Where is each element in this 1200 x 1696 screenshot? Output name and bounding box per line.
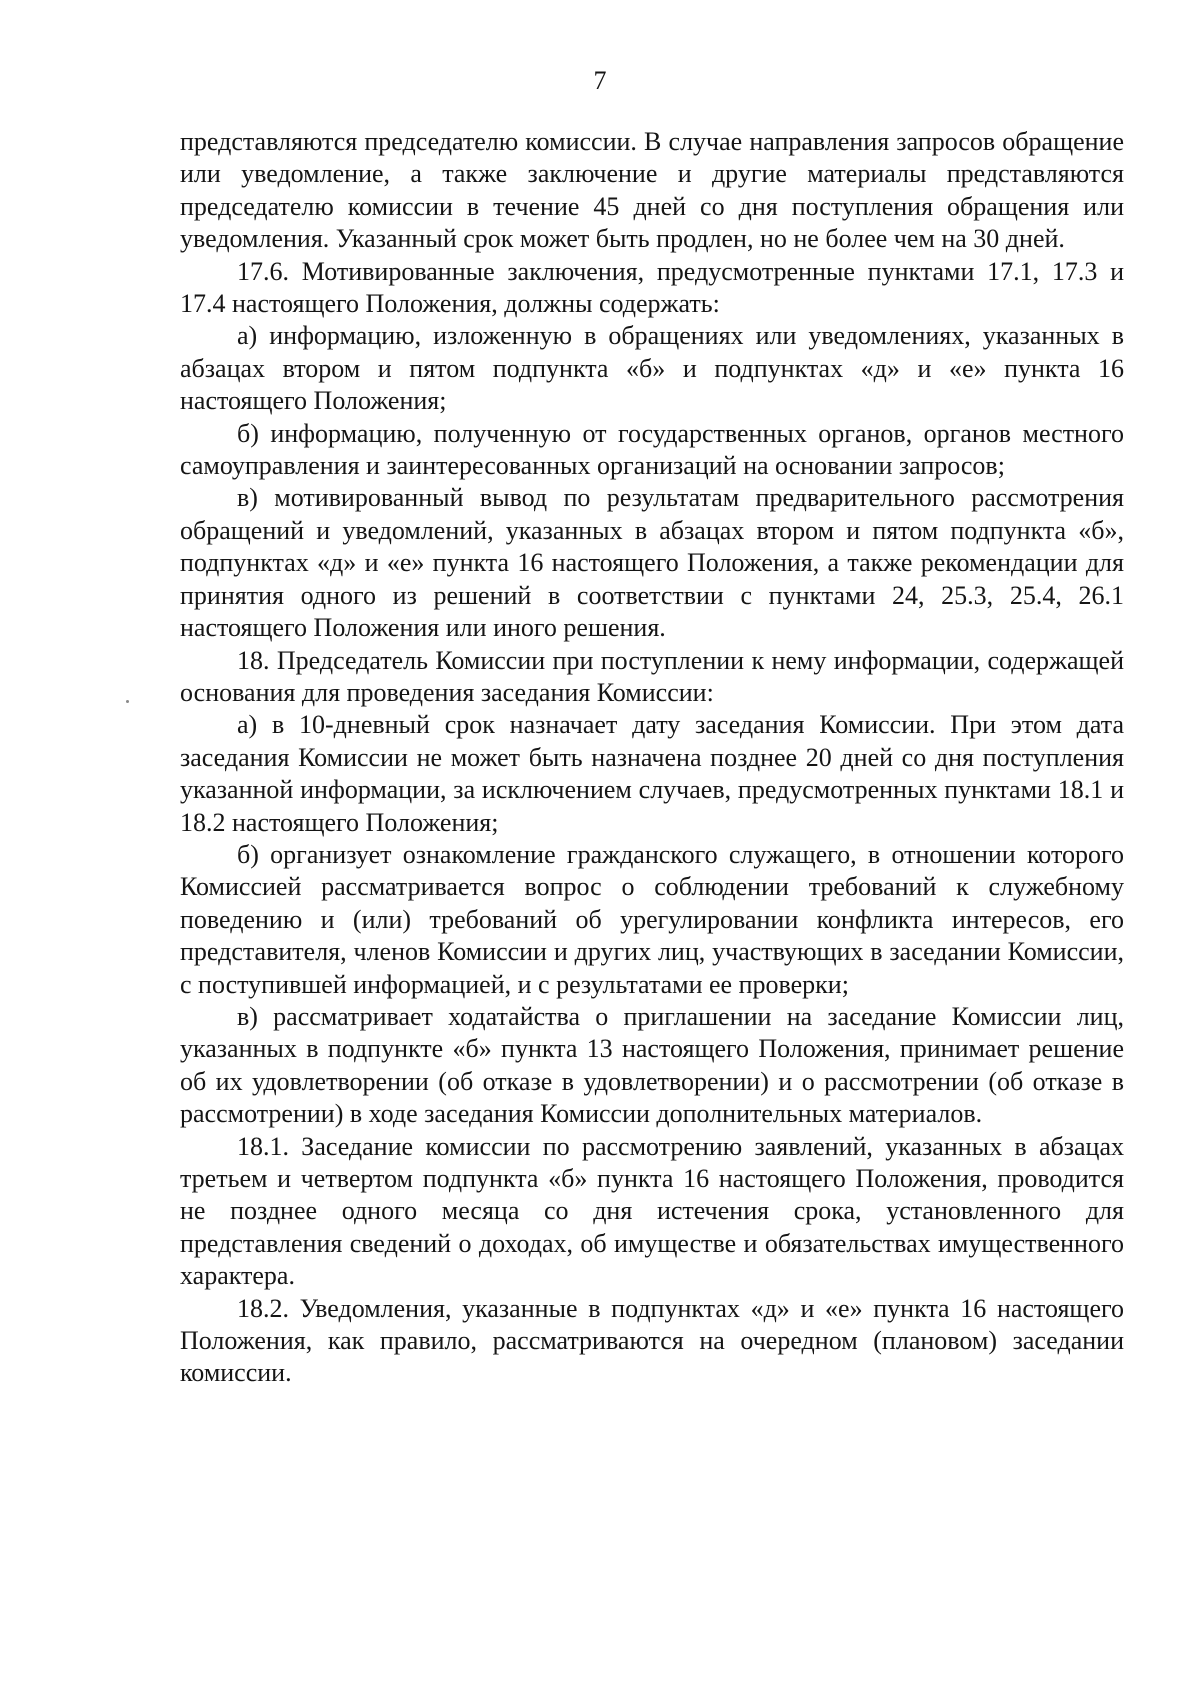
paragraph-18-a: а) в 10-дневный срок назначает дату заседания Комиссии. При этом дата заседания Комиссии не может быть назначена позднее 20 дней со дня поступления указанной информации, за исключением случаев, предусмотренных пунктами 18.1 и 18.2 настоящего Положения;: [180, 710, 1124, 837]
paragraph-17-6-b: б) информацию, полученную от государственных органов, органов местного самоуправления и заинтересованных организаций на основании запросов;: [180, 418, 1124, 481]
page-number: 7: [593, 66, 607, 95]
document-body: [180, 126, 1124, 1390]
paragraph-17-6-v: в) мотивированный вывод по результатам предварительного рассмотрения обращений и уведомлений, указанных в абзацах втором и пятом подпункта «б», подпунктах «д» и «е» пункта 16 настоящего Положения, а также рекомендации для принятия одного из решений в соответствии с пунктами 24, 25.3, 25.4, 26.1 настоящего Положения или иного решения.: [180, 483, 1124, 643]
paragraph-18: 18. Председатель Комиссии при поступлении к нему информации, содержащей основания для проведения заседания Комиссии:: [180, 645, 1124, 707]
scan-speck-mark: [126, 700, 129, 703]
paragraph-18-v: в) рассматривает ходатайства о приглашении на заседание Комиссии лиц, указанных в подпункте «б» пункта 13 настоящего Положения, принимает решение об их удовлетворении (об отказе в удовлетворении) и о рассмотрении (об отказе в рассмотрении) в ходе заседания Комиссии дополнительных материалов.: [180, 1001, 1124, 1129]
paragraph-17-6: 17.6. Мотивированные заключения, предусмотренные пунктами 17.1, 17.3 и 17.4 настоящего Положения, должны содержать:: [180, 256, 1124, 319]
paragraph-18-b: б) организует ознакомление гражданского служащего, в отношении которого Комиссией рассматривается вопрос о соблюдении требований к служебному поведению и (или) требований об урегулировании конфликта интересов, его представителя, членов Комиссии и других лиц, участвующих в заседании Комиссии, с поступившей информацией, и с результатами ее проверки;: [180, 839, 1124, 999]
paragraph-18-1: 18.1. Заседание комиссии по рассмотрению заявлений, указанных в абзацах третьем и четвертом подпункта «б» пункта 16 настоящего Положения, проводится не позднее одного месяца со дня истечения срока, установленного для представления сведений о доходах, об имуществе и обязательствах имущественного характера.: [180, 1131, 1124, 1291]
paragraph-17-6-a: а) информацию, изложенную в обращениях или уведомлениях, указанных в абзацах втором и пятом подпункта «б» и подпунктах «д» и «е» пункта 16 настоящего Положения;: [180, 321, 1124, 416]
paragraph-18-2: 18.2. Уведомления, указанные в подпунктах «д» и «е» пункта 16 настоящего Положения, как правило, рассматриваются на очередном (плановом) заседании комиссии.: [180, 1293, 1124, 1388]
paragraph-continuation: представляются председателю комиссии. В случае направления запросов обращение или уведомление, а также заключение и другие материалы представляются председателю комиссии в течение 45 дней со дня поступления обращения или уведомления. Указанный срок может быть продлен, но не более чем на 30 дней.: [180, 127, 1124, 254]
